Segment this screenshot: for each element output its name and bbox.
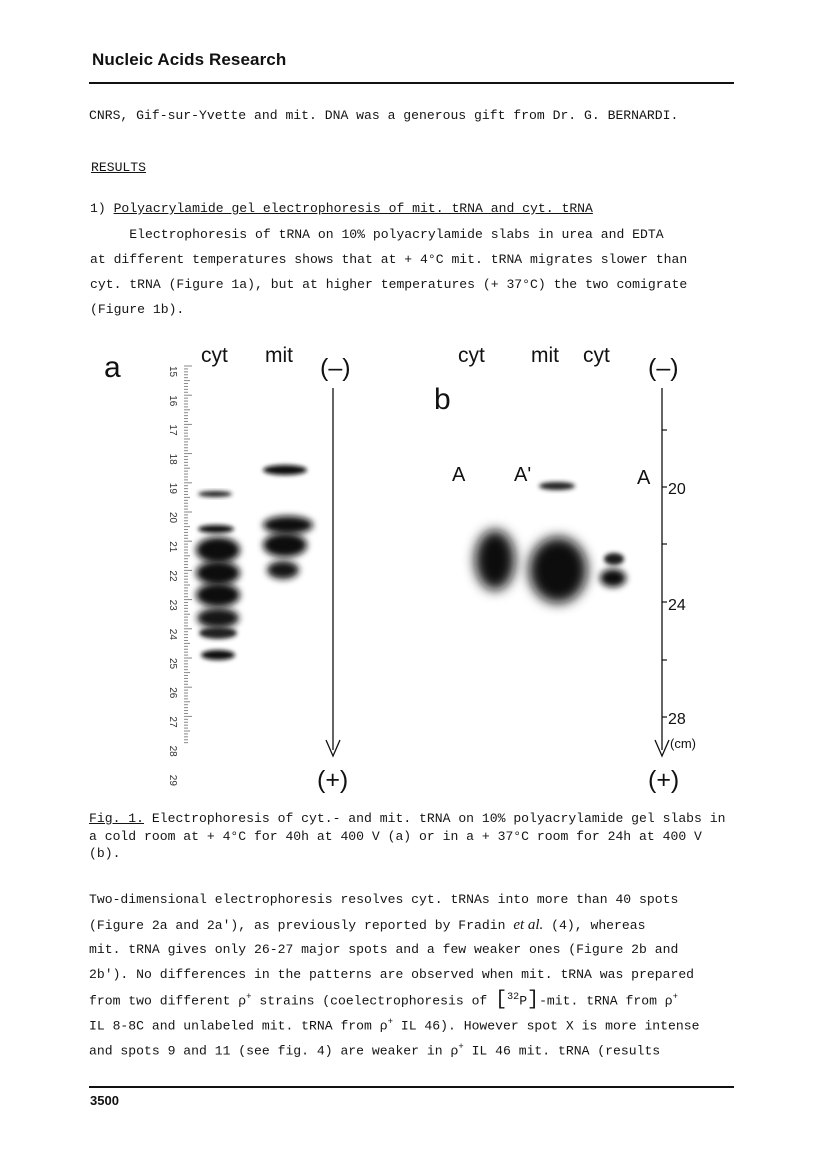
ruler-tick-label: 25	[167, 658, 178, 670]
band	[267, 561, 299, 579]
line5-f: -mit. tRNA from ρ	[539, 993, 673, 1009]
scale-unit: (cm)	[670, 736, 696, 751]
ruler-tick-label: 28	[167, 745, 178, 757]
ruler-tick-label: 21	[167, 541, 178, 553]
body-bottom-line-3: mit. tRNA gives only 26-27 major spots and a few weaker ones (Figure 2b and	[89, 942, 679, 957]
band-label-A-1: A	[452, 464, 466, 486]
panel-b-label: b	[434, 383, 451, 416]
line5-sup-plus-2: +	[672, 992, 679, 1002]
panel-b-plus: (+)	[648, 766, 680, 794]
para-line-3: cyt. tRNA (Figure 1a), but at higher temperatures (+ 37°C) the two comigrate	[90, 277, 688, 292]
line5-e: P	[519, 993, 528, 1009]
band-label-A-prime: A'	[514, 464, 532, 486]
line7-a: and spots 9 and 11 (see fig. 4) are weaker in ρ	[89, 1043, 459, 1059]
ruler-tick-label: 22	[167, 570, 178, 582]
panel-b-lane-cyt-2: cyt	[583, 344, 610, 367]
ruler-tick-label: 17	[167, 424, 178, 436]
line5-isotope: 32	[507, 992, 520, 1003]
bracket-right: ]	[527, 988, 540, 1012]
panel-b-lane-mit: mit	[531, 344, 559, 367]
body-bottom-line-1: Two-dimensional electrophoresis resolves cyt. tRNAs into more than 40 spots	[89, 892, 679, 907]
panel-a-lane-mit: mit	[265, 344, 293, 367]
caption-text: Electrophoresis of cyt.- and mit. tRNA on 10% polyacrylamide gel slabs in a cold room at + 4°C for 40h at 400 V (a) or in a + 37°C room for 24h at 400 V (b).	[89, 811, 726, 861]
section-number: 1)	[90, 201, 114, 216]
band	[196, 537, 240, 563]
band	[263, 533, 307, 557]
page-number: 3500	[90, 1093, 119, 1108]
figure-1	[0, 330, 816, 810]
line6-a: IL 8-8C and unlabeled mit. tRNA from ρ	[89, 1018, 388, 1034]
line6-c: IL 46). However spot X is more intense	[393, 1018, 700, 1034]
body-bottom-line-2	[89, 917, 645, 934]
scale-label-28: 28	[668, 711, 686, 728]
line2-part-a: (Figure 2a and 2a'), as previously reported by Fradin	[89, 918, 514, 933]
band	[201, 650, 235, 660]
line7-c: IL 46 mit. tRNA (results	[463, 1043, 661, 1059]
band	[263, 516, 313, 534]
line7-sup: +	[458, 1042, 464, 1052]
band	[196, 561, 240, 585]
bracket-left: [	[495, 988, 508, 1012]
line5-c: strains (coelectrophoresis of	[251, 993, 496, 1009]
band	[199, 627, 237, 639]
ruler-tick-label: 20	[167, 512, 178, 524]
figure-caption	[89, 810, 729, 863]
band	[600, 569, 626, 587]
body-bottom-line-5	[89, 988, 679, 1012]
caption-label: Fig. 1.	[89, 811, 145, 826]
body-line-1: CNRS, Gif-sur-Yvette and mit. DNA was a generous gift from Dr. G. BERNARDI.	[89, 108, 679, 123]
scale-label-24: 24	[668, 597, 686, 614]
ruler-tick-label: 27	[167, 716, 178, 728]
ruler-tick-label: 15	[167, 366, 178, 378]
body-bottom-line-7	[89, 1042, 660, 1058]
band	[263, 465, 307, 475]
panel-a-cyt-bands	[196, 491, 240, 660]
figure-1-svg	[0, 330, 816, 810]
header-rule	[89, 82, 734, 84]
body-bottom-line-4: 2b'). No differences in the patterns are observed when mit. tRNA was prepared	[89, 967, 695, 982]
results-heading: RESULTS	[91, 160, 147, 175]
band	[196, 583, 240, 607]
scale-label-20: 20	[668, 481, 686, 498]
panel-b-bands	[475, 482, 626, 603]
line6-sup: +	[387, 1017, 393, 1027]
panel-a-label: a	[104, 351, 121, 384]
footer-rule	[89, 1086, 734, 1088]
line2-et-al: et al.	[513, 917, 544, 933]
para-line-2: at different temperatures shows that at + 4°C mit. tRNA migrates slower than	[90, 252, 688, 267]
panel-a-ruler	[167, 366, 192, 786]
band	[198, 525, 234, 533]
body-bottom-line-6	[89, 1017, 699, 1033]
panel-a-plus: (+)	[317, 766, 349, 794]
ruler-tick-label: 19	[167, 482, 178, 494]
para-line-4: (Figure 1b).	[90, 302, 185, 317]
ruler-tick-label: 23	[167, 599, 178, 611]
panel-a-lane-cyt: cyt	[201, 344, 228, 367]
band	[197, 608, 239, 628]
line5-a: from two different ρ	[89, 993, 247, 1009]
panel-a-mit-bands	[263, 465, 313, 579]
panel-b-minus: (–)	[648, 354, 679, 382]
band	[198, 491, 232, 497]
ruler-tick-label: 18	[167, 453, 178, 465]
band-label-A-2: A	[637, 467, 651, 489]
line5-sup-plus: +	[246, 992, 252, 1002]
journal-title: Nucleic Acids Research	[92, 50, 287, 69]
ruler-tick-label: 24	[167, 628, 178, 640]
band	[539, 482, 575, 490]
ruler-tick-label: 26	[167, 687, 178, 699]
panel-b-lane-cyt-1: cyt	[458, 344, 485, 367]
section-title: Polyacrylamide gel electrophoresis of mit. tRNA and cyt. tRNA	[113, 201, 593, 216]
panel-b-scale-ticks	[662, 430, 667, 717]
band	[604, 553, 624, 565]
band	[475, 530, 515, 590]
section-heading	[90, 201, 593, 216]
ruler-tick-label: 16	[167, 395, 178, 407]
line2-part-c: (4), whereas	[543, 918, 646, 933]
band	[529, 537, 587, 603]
panel-a-minus: (–)	[320, 354, 351, 382]
ruler-tick-label: 29	[167, 774, 178, 786]
para-line-1: Electrophoresis of tRNA on 10% polyacrylamide slabs in urea and EDTA	[90, 227, 664, 242]
